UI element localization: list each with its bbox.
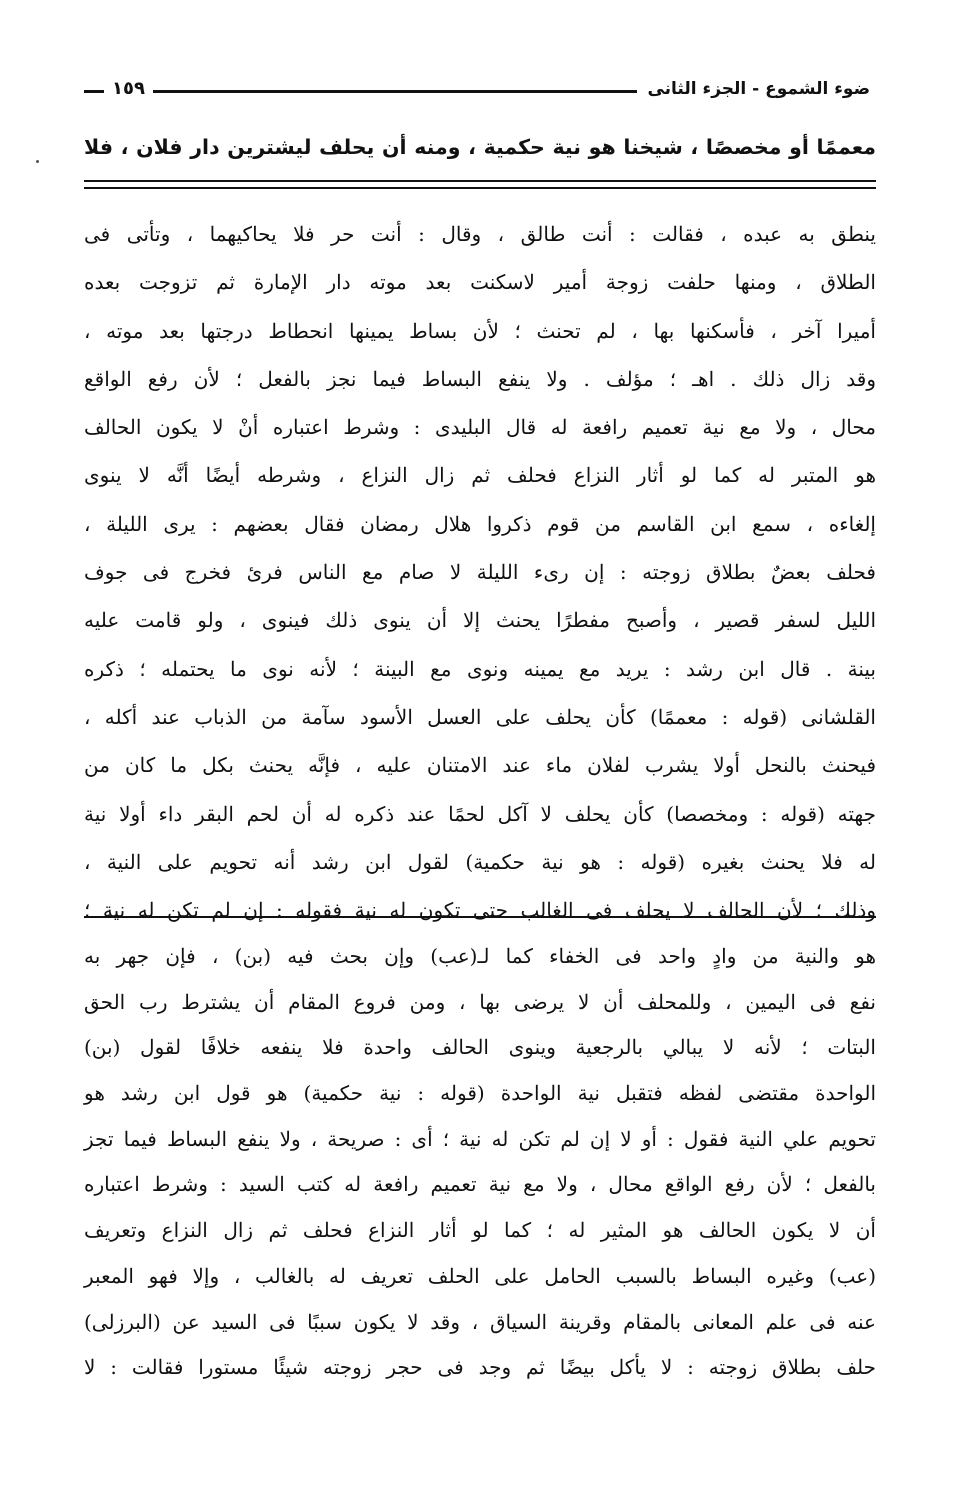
sharh-line: محال ، ولا مع نية تعميم رافعة له قال البليدى : وشرط اعتباره أنْ لا يكون الحالف xyxy=(84,415,876,440)
footnote-separator xyxy=(84,916,876,918)
hashiya-footnote xyxy=(84,934,876,1391)
sharh-line: له فلا يحنث بغيره (قوله : هو نية حكمية) لقول ابن رشد أنه تحويم على النية ، xyxy=(84,849,876,874)
hashiya-line: تحويم علي النية فقول : أو لا إن لم تكن له نية ؛ أى : صريحة ، ولا ينفع البساط فيما تجز xyxy=(84,1126,877,1151)
margin-speck xyxy=(36,160,39,163)
hashiya-line: أن لا يكون الحالف هو المثير له ؛ كما لو أثار النزاع فحلف ثم زال النزاع وتعريف xyxy=(84,1218,876,1243)
sharh-line: هو المتبر له كما لو أثار النزاع فحلف ثم زال النزاع ، وشرطه أيضًا أنَّه لا ينوى xyxy=(84,463,876,488)
sharh-line: إلغاءه ، سمع ابن القاسم من قوم ذكروا هلال رمضان فقال بعضهم : يرى الليلة ، xyxy=(84,511,876,536)
hashiya-line: عنه فى علم المعانى بالمقام وقرينة السياق ، وقد لا يكون سببًا فى السيد عن (البرزلى) xyxy=(84,1309,876,1334)
sharh-line: وذلك ؛ لأن الحالف لا يحلف فى الغالب حتى تكون له نية فقوله : إن لم تكن له نية ؛ xyxy=(84,898,876,923)
sharh-line: القلشانى (قوله : معممًا) كأن يحلف على العسل الأسود سآمة من الذباب عند أكله ، xyxy=(84,704,876,729)
hashiya-line: بالفعل ؛ لأن رفع الواقع محال ، ولا مع نية تعميم رافعة له كتب السيد : وشرط اعتباره xyxy=(84,1172,876,1197)
sharh-line: الليل لسفر قصير ، وأصبح مفطرًا يحنث إلا أن ينوى ذلك فينوى ، ولو قامت عليه xyxy=(84,608,876,633)
matn-separator xyxy=(84,180,876,189)
sharh-line: جهته (قوله : ومخصصا) كأن يحلف لا آكل لحمًا عند ذكره له أن لحم البقر داء أولا نية xyxy=(84,801,876,826)
sharh-line: أميرا آخر ، فأسكنها بها ، لم تحنث ؛ لأن بساط يمينها انحطاط درجتها بعد موته ، xyxy=(84,318,876,343)
hashiya-line: نفع فى اليمين ، وللمحلف أن لا يرضى بها ، ومن فروع المقام أن يشترط رب الحق xyxy=(84,989,876,1014)
page-number: ١٥٩ xyxy=(104,72,153,106)
hashiya-line: (عب) وغيره البساط بالسبب الحامل على الحلف تعريف له بالغالب ، وإلا فهو المعبر xyxy=(84,1263,876,1288)
hashiya-line: حلف بطلاق زوجته : لا يأكل بيضًا ثم وجد فى حجر زوجته شيئًا مستورا فقالت : لا xyxy=(84,1355,876,1380)
sharh-line: فحلف بعضٌ بطلاق زوجته : إن رىء الليلة لا صام مع الناس فرئ فخرج فى جوف xyxy=(84,560,876,585)
hashiya-line: البتات ؛ لأنه لا يبالي بالرجعية وينوى الحالف واحدة فلا ينفعه خلافًا لقول (بن) xyxy=(84,1035,876,1060)
sharh-line: ينطق به عبده ، فقالت : أنت طالق ، وقال : أنت حر فلا يحاكيهما ، وتأتى فى xyxy=(84,222,876,246)
header-title: ضوء الشموع - الجزء الثانى xyxy=(637,72,874,106)
running-header xyxy=(84,70,874,106)
sharh-line: وقد زال ذلك . اهـ ؛ مؤلف . ولا ينفع البساط فيما نجز بالفعل ؛ لأن رفع الواقع xyxy=(84,366,876,391)
sharh-line: فيحنث بالنحل أولا يشرب لفلان ماء عند الامتنان عليه ، فإنَّه يحنث بكل ما كان من xyxy=(84,753,876,778)
hashiya-line: هو والنية من وادٍ واحد فى الخفاء كما لـ(عب) وإن بحث فيه (بن) ، فإن جهر به xyxy=(84,944,876,968)
sharh-commentary xyxy=(84,210,876,934)
sharh-line: بينة . قال ابن رشد : يريد مع يمينه ونوى مع البينة ؛ لأنه نوى ما يحتمله ؛ ذكره xyxy=(84,656,876,681)
hashiya-line: الواحدة مقتضى لفظه فتقبل نية الواحدة (قوله : نية حكمية) هو قول ابن رشد هو xyxy=(84,1081,876,1106)
matn-text: معممًا أو مخصصًا ، شيخنا هو نية حكمية ، ومنه أن يحلف ليشترين دار فلان ، فلا xyxy=(84,135,876,159)
sharh-line: الطلاق ، ومنها حلفت زوجة أمير لاسكنت بعد موته دار الإمارة ثم تزوجت بعده xyxy=(84,270,876,295)
